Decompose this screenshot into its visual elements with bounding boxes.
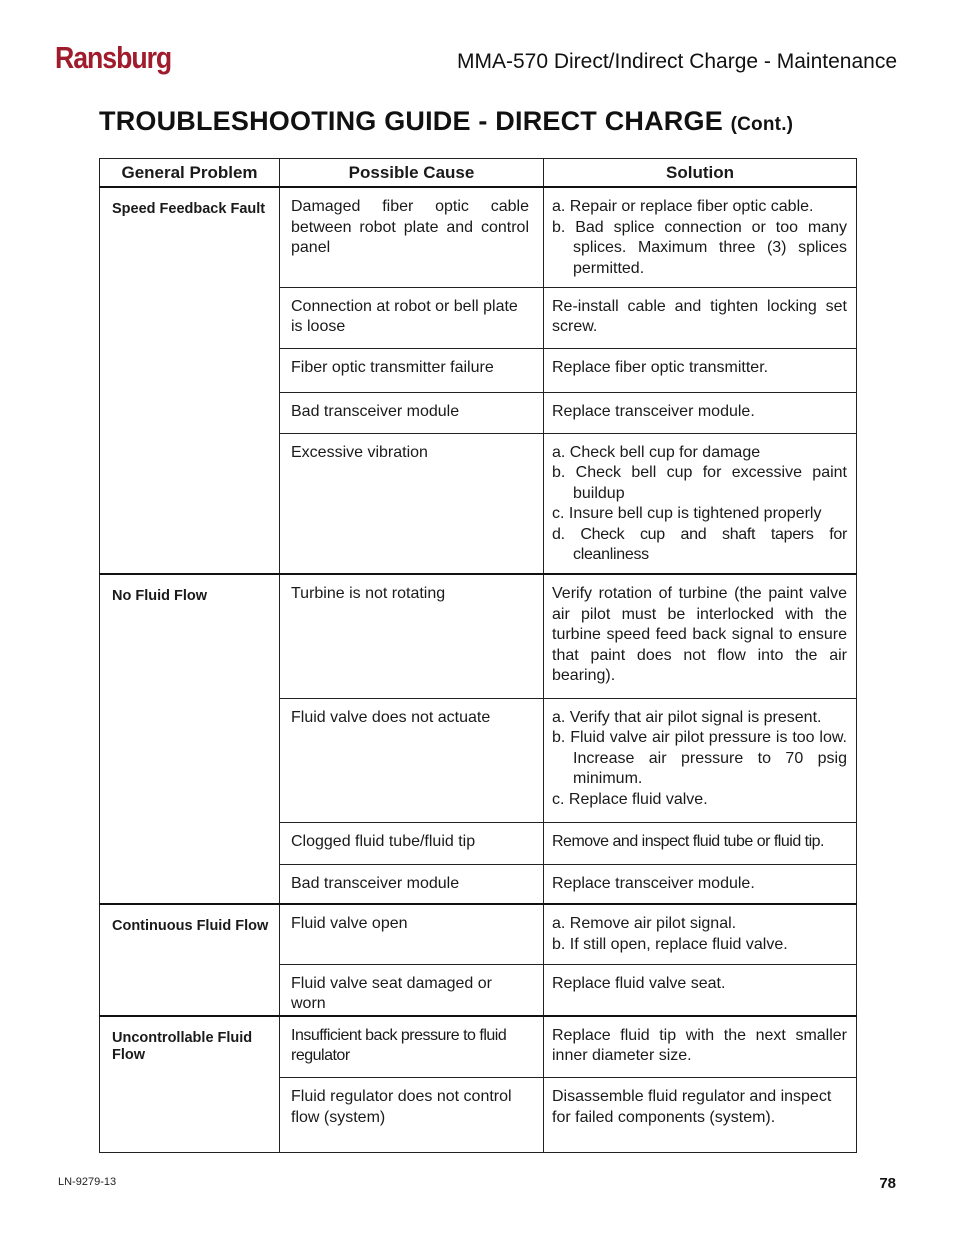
cause-cell: Clogged fluid tube/fluid tip bbox=[280, 822, 544, 864]
solution-item: c. Replace fluid valve. bbox=[552, 790, 708, 808]
solution-item: b. Check bell cup for excessive paint buildup bbox=[552, 464, 847, 502]
document-title: MMA-570 Direct/Indirect Charge - Maintenance bbox=[456, 50, 897, 73]
problem-cell: Continuous Fluid Flow bbox=[100, 904, 280, 1016]
solution-cell: Remove and inspect fluid tube or fluid tip. bbox=[544, 822, 857, 864]
solution-cell bbox=[544, 698, 857, 822]
cause-cell: Fluid valve seat damaged or worn bbox=[280, 964, 544, 1016]
table-header-row bbox=[100, 159, 857, 188]
table-row bbox=[100, 904, 857, 964]
solution-item: b. If still open, replace fluid valve. bbox=[552, 935, 788, 953]
solution-item: b. Fluid valve air pilot pressure is too low. Increase air pressure to 70 psig minimum. bbox=[552, 729, 847, 787]
cause-cell: Fluid valve does not actuate bbox=[280, 698, 544, 822]
cause-cell: Bad transceiver module bbox=[280, 864, 544, 904]
problem-cell: Uncontrollable Fluid Flow bbox=[100, 1016, 280, 1153]
solution-item: b. Bad splice connection or too many splices. Maximum three (3) splices permitted. bbox=[552, 218, 847, 277]
cause-cell: Excessive vibration bbox=[280, 433, 544, 574]
solution-item: a. Verify that air pilot signal is present. bbox=[552, 708, 822, 726]
solution-cell: Replace transceiver module. bbox=[544, 864, 857, 904]
brand-logo: Ransburg bbox=[55, 40, 172, 75]
solution-item: a. Repair or replace fiber optic cable. bbox=[552, 198, 814, 215]
section-title bbox=[99, 106, 793, 137]
cause-cell: Fluid valve open bbox=[280, 904, 544, 964]
section-title-suffix: (Cont.) bbox=[730, 114, 794, 135]
problem-cell: Speed Feedback Fault bbox=[100, 187, 280, 574]
column-header-possible-cause: Possible Cause bbox=[280, 159, 544, 188]
solution-cell: Replace transceiver module. bbox=[544, 392, 857, 433]
solution-cell: Replace fluid valve seat. bbox=[544, 964, 857, 1016]
solution-item: a. Remove air pilot signal. bbox=[552, 915, 737, 932]
column-header-general-problem: General Problem bbox=[100, 159, 280, 188]
section-title-main: TROUBLESHOOTING GUIDE - DIRECT CHARGE bbox=[99, 106, 723, 136]
solution-cell bbox=[544, 433, 857, 574]
solution-cell bbox=[544, 187, 857, 287]
cause-cell: Damaged fiber optic cable between robot plate and control panel bbox=[280, 187, 544, 287]
troubleshooting-table bbox=[99, 158, 857, 1153]
solution-cell: Verify rotation of turbine (the paint valve air pilot must be interlocked with the turbine speed feed back signal to ensure that paint does not flow into the air bearing). bbox=[544, 574, 857, 698]
cause-cell: Insufficient back pressure to fluid regulator bbox=[280, 1016, 544, 1078]
document-number: LN-9279-13 bbox=[58, 1176, 117, 1188]
solution-cell: Replace fiber optic transmitter. bbox=[544, 348, 857, 392]
problem-cell: No Fluid Flow bbox=[100, 574, 280, 904]
cause-cell: Bad transceiver module bbox=[280, 392, 544, 433]
table-row bbox=[100, 574, 857, 698]
solution-cell: Disassemble fluid regulator and inspect for failed components (system). bbox=[544, 1078, 857, 1153]
solution-cell: Replace fluid tip with the next smaller inner diameter size. bbox=[544, 1016, 857, 1078]
solution-cell bbox=[544, 904, 857, 964]
cause-cell: Fluid regulator does not control flow (system) bbox=[280, 1078, 544, 1153]
table-row bbox=[100, 187, 857, 287]
solution-item: c. Insure bell cup is tightened properly bbox=[552, 505, 822, 522]
table-row bbox=[100, 1016, 857, 1078]
cause-cell: Connection at robot or bell plate is loose bbox=[280, 287, 544, 348]
page-number: 78 bbox=[879, 1175, 896, 1192]
column-header-solution: Solution bbox=[544, 159, 857, 188]
cause-cell: Fiber optic transmitter failure bbox=[280, 348, 544, 392]
solution-item: d. Check cup and shaft tapers for cleanliness bbox=[552, 525, 847, 563]
solution-item: a. Check bell cup for damage bbox=[552, 443, 761, 461]
cause-cell: Turbine is not rotating bbox=[280, 574, 544, 698]
solution-cell: Re-install cable and tighten locking set screw. bbox=[544, 287, 857, 348]
